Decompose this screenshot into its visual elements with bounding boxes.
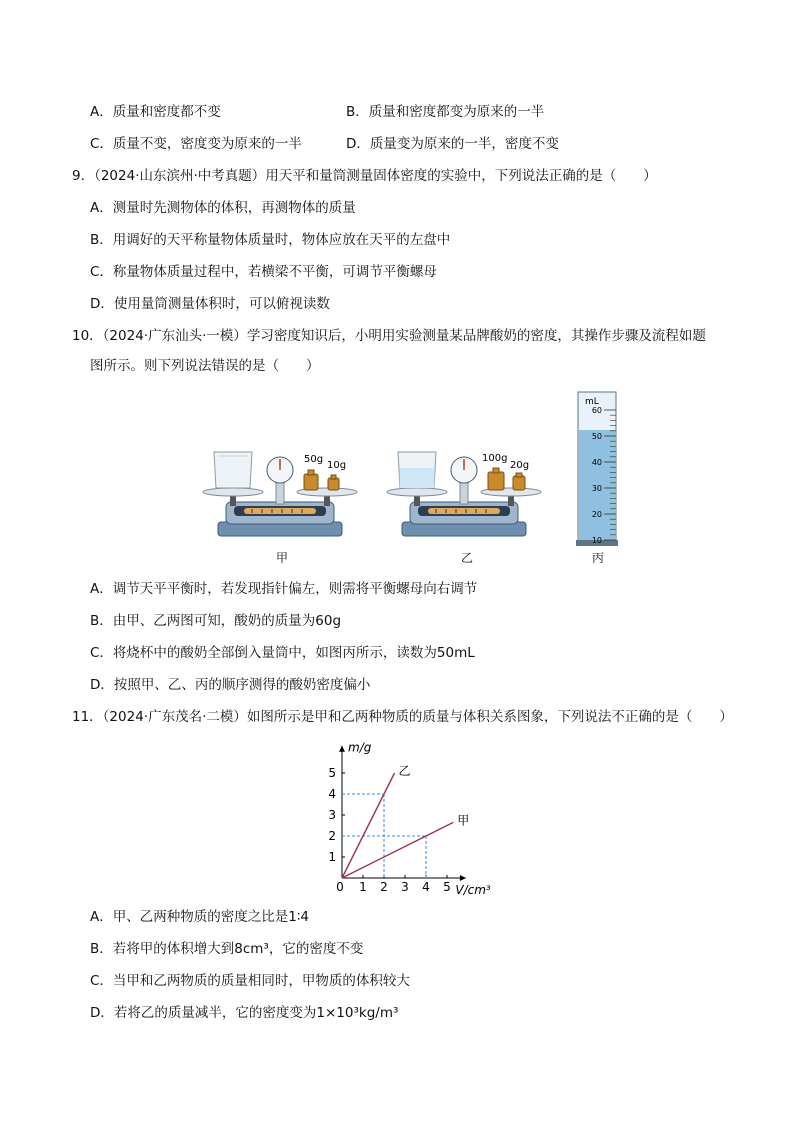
x-tick-label: 4 xyxy=(422,880,430,894)
q11-option-c: C．当甲和乙两物质的质量相同时，甲物质的体积较大 xyxy=(90,973,410,989)
q10-option-c: C．将烧杯中的酸奶全部倒入量筒中，如图丙所示，读数为50mL xyxy=(90,645,475,661)
y-tick-label: 4 xyxy=(328,787,336,801)
q10-stem-line1: 10．（2024·广东汕头·一模）学习密度知识后，小明用实验测量某品牌酸奶的密度，其操作步骤及流程如题 xyxy=(72,328,706,344)
q10-option-d: D．按照甲、乙、丙的顺序测得的酸奶密度偏小 xyxy=(90,677,371,693)
q9-option-a: A．测量时先测物体的体积，再测物体的质量 xyxy=(90,200,356,216)
figure-caption-jia: 甲 xyxy=(275,551,288,565)
x-tick-label: 5 xyxy=(443,880,451,894)
x-tick-label: 2 xyxy=(380,880,388,894)
q9-stem: 9．（2024·山东滨州·中考真题）用天平和量筒测量固体密度的实验中，下列说法正确的是（ ） xyxy=(72,168,657,184)
cylinder-tick-label: 30 xyxy=(591,484,602,493)
q9-option-d: D．使用量筒测量体积时，可以俯视读数 xyxy=(90,296,330,312)
cylinder-unit: mL xyxy=(585,397,599,407)
series-line xyxy=(342,822,453,878)
cylinder-tick-label: 40 xyxy=(591,458,602,467)
q9-option-c: C．称量物体质量过程中，若横梁不平衡，可调节平衡螺母 xyxy=(90,264,437,280)
q11-option-a: A．甲、乙两种物质的密度之比是1∶4 xyxy=(90,909,309,925)
y-tick-label: 2 xyxy=(328,829,336,843)
x-tick-label: 0 xyxy=(336,880,344,894)
q8-option-c: C．质量不变，密度变为原来的一半 xyxy=(90,136,302,152)
y-axis-arrow xyxy=(339,746,345,752)
weight-label-jia-2: 10g xyxy=(327,460,347,471)
cylinder-tick-label: 20 xyxy=(591,510,602,519)
x-tick-label: 1 xyxy=(359,880,367,894)
cylinder-tick-label: 10 xyxy=(591,536,602,545)
q11-stem: 11．（2024·广东茂名·二模）如图所示是甲和乙两种物质的质量与体积关系图象，下列说法不正确的是（ ） xyxy=(72,709,733,725)
weight-label-yi-1: 100g xyxy=(482,453,508,464)
q10-option-b: B．由甲、乙两图可知，酸奶的质量为60g xyxy=(90,613,342,629)
balance-figure-jia xyxy=(200,440,360,550)
x-tick-label: 3 xyxy=(401,880,409,894)
weight-label-jia-1: 50g xyxy=(304,454,324,465)
weight-label-yi-2: 20g xyxy=(510,460,530,471)
series-line xyxy=(342,773,395,878)
q10-stem-line2: 图所示。则下列说法错误的是（ ） xyxy=(90,358,320,374)
q10-option-a: A．调节天平平衡时，若发现指针偏左，则需将平衡螺母向右调节 xyxy=(90,581,478,597)
balance-figure-yi xyxy=(384,440,544,550)
figure-caption-yi: 乙 xyxy=(460,551,473,565)
series-label: 甲 xyxy=(457,813,470,828)
y-axis-label: m/g xyxy=(348,740,372,755)
x-axis-label: V/cm³ xyxy=(455,883,491,896)
q9-option-b: B．用调好的天平称量物体质量时，物体应放在天平的左盘中 xyxy=(90,232,451,248)
series-label: 乙 xyxy=(398,764,411,778)
cylinder-tick-label: 50 xyxy=(591,432,602,441)
y-tick-label: 3 xyxy=(328,808,336,822)
cylinder-figure-bing xyxy=(574,388,624,548)
q8-option-a: A．质量和密度都不变 xyxy=(90,104,221,120)
q8-option-d: D．质量变为原来的一半，密度不变 xyxy=(346,136,559,152)
y-tick-label: 1 xyxy=(328,850,336,864)
q11-option-d: D．若将乙的质量减半，它的密度变为1×10³kg/m³ xyxy=(90,1005,399,1021)
x-axis-arrow xyxy=(460,875,466,881)
q11-option-b: B．若将甲的体积增大到8cm³，它的密度不变 xyxy=(90,941,364,957)
mass-volume-chart xyxy=(318,736,508,896)
q8-option-b: B．质量和密度都变为原来的一半 xyxy=(346,104,545,120)
figure-caption-bing: 丙 xyxy=(591,551,604,565)
y-tick-label: 5 xyxy=(328,766,336,780)
cylinder-tick-label: 60 xyxy=(591,406,602,415)
